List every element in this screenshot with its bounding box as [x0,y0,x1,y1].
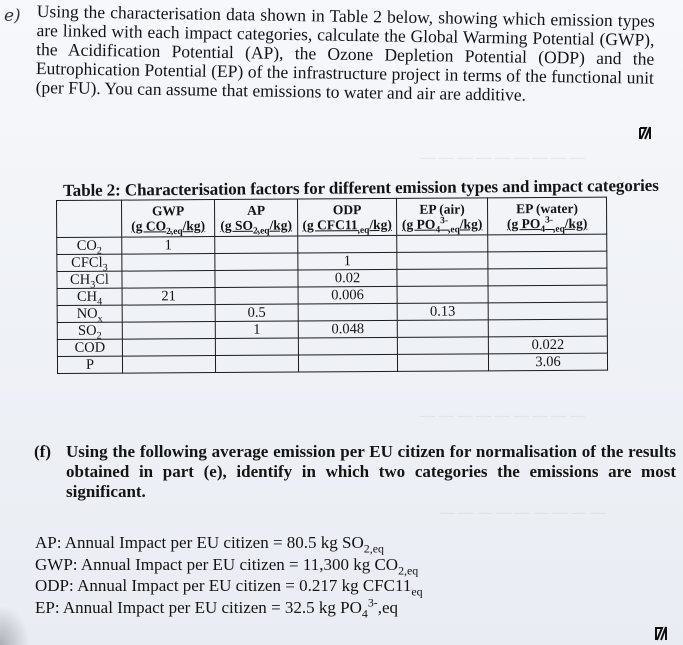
norm-category: AP [35,533,57,552]
cell-odp [298,337,397,355]
emission-co2: $CO_2$ [57,237,122,254]
norm-label: Annual Impact per EU citizen [62,597,267,617]
emission-cod: COD [57,339,122,356]
cell-ep-water: 3.06 [488,353,607,371]
table-header-row [57,197,607,237]
cell-ap [215,355,298,373]
norm-category: ODP [35,576,70,595]
header-ep-air-name: EP (air) [419,201,465,217]
norm-category: EP [35,597,55,617]
header-ap-unit: (g $SO_{2,eq}/kg$) [220,217,293,237]
page-shadow [0,605,30,645]
header-emission [57,200,122,237]
header-odp-unit: (g $CFC11_{,eq}/kg$) [302,216,392,236]
bleed-through-text: — — — — — — — — — [420,150,585,166]
cell-ep-air [397,235,488,253]
emission-nox: $NO_x$ [57,305,122,322]
cell-ap [215,270,298,288]
normalisation-odp: ODP: Annual Impact per EU citizen = 0.217 kg $CFC11_{eq}$ [35,576,423,599]
cell-ap [215,236,298,254]
question-e-marker: e) [4,6,21,26]
cell-gwp [122,271,215,289]
normalisation-ap: AP: Annual Impact per EU citizen = 80.5 kg $SO_{2,eq}$ [35,533,384,556]
header-ep-water-unit: (g $PO_4^{3-}_{,eq}/kg$) [506,215,588,235]
norm-value: 80.5 [286,533,317,552]
cell-odp: 0.006 [298,286,397,304]
cell-ep-air [397,320,488,338]
header-gwp-unit: (g $CO_{2,eq}/kg$) [131,218,206,238]
cell-gwp [122,254,215,272]
header-odp-name: ODP [332,202,362,218]
emission-cfcl3: CFCl$_3$ [57,254,122,271]
cell-odp [298,235,397,253]
cell-ep-water [488,251,607,269]
normalisation-ep: EP: Annual Impact per EU citizen = 32.5 kg $PO_4^{3-},eq$ [35,594,399,620]
cell-gwp: 1 [122,237,215,255]
cell-gwp [122,339,215,357]
bleed-through-text: — — — — — — — — — [440,505,605,521]
norm-label: Annual Impact per EU citizen [80,554,285,574]
question-f-text: Using the following average emission per EU citizen for normalisation of the results obtained in part (e), identify in which two categories the emissions are most significant. [66,442,676,501]
cell-ep-water [488,285,607,303]
emission-p: P [57,356,122,373]
norm-value: 11,300 [302,554,349,574]
cell-odp: 0.02 [298,269,397,287]
header-ep-air [396,198,487,236]
cell-ep-air [397,286,488,304]
cell-ap: 1 [215,321,298,339]
cell-odp [298,354,397,372]
header-gwp-name: GWP [151,203,185,219]
cell-ap: 0.5 [215,304,298,322]
cell-gwp [122,305,215,323]
norm-value: 32.5 [284,597,315,617]
cell-ap [215,253,298,271]
cell-ap [215,287,298,305]
normalisation-list [35,532,423,618]
cell-odp: 0.048 [298,320,397,338]
cell-ep-water [488,268,607,286]
cell-ep-water [488,302,607,320]
emission-ch3cl: $CH_3Cl$ [57,271,122,288]
emission-ch4: $CH_4$ [57,288,122,305]
cell-ep-air [397,269,488,287]
table-row [57,353,607,373]
handwritten-mark-icon [637,124,655,142]
norm-label: Annual Impact per EU citizen [77,576,281,595]
header-ep-air-unit: (g $PO_4^{3-}_{,eq}/kg$) [401,216,483,236]
header-ep-water [487,197,606,235]
cell-ep-air [397,354,488,372]
question-e-text: Using the characterisation data shown in Table 2 below, showing which emission types are linked with each impact categories, calculate the Global Warming Potential (GWP), the Acidification Potential (AP), the Ozone Depletion Potential (ODP) and the Eutrophication Potential (EP) of the infrastructure project in terms of the functional unit (per FU). You can assume that emissions to water and air are additive. [35,1,655,105]
cell-gwp: 21 [122,288,215,306]
norm-label: Annual Impact per EU citizen [64,533,269,552]
norm-value: 0.217 [299,576,338,595]
bleed-through-text: — — — — — — — — — [420,408,585,424]
header-gwp [122,200,215,238]
characterisation-table [56,197,608,374]
cell-ep-air [397,337,488,355]
cell-ep-water [488,234,607,252]
cell-ep-air [397,252,488,270]
handwritten-mark-icon [653,624,671,642]
cell-odp [298,303,397,321]
cell-gwp [122,356,215,374]
emission-so2: $SO_2$ [57,322,122,339]
normalisation-gwp: GWP: Annual Impact per EU citizen = 11,300 kg $CO_{2,eq}$ [35,554,419,577]
header-odp [297,198,396,236]
norm-category: GWP [35,554,73,574]
question-f-marker: (f) [34,442,51,461]
header-ep-water-name: EP (water) [516,200,579,217]
cell-ap [215,338,298,356]
cell-gwp [122,322,215,340]
header-ap-name: AP [247,202,266,218]
cell-ep-water: 0.022 [488,336,607,354]
table-caption: Table 2: Characterisation factors for different emission types and impact categories [63,175,659,200]
header-ap [215,199,298,237]
cell-ep-water [488,319,607,337]
cell-ep-air: 0.13 [397,303,488,321]
cell-odp: 1 [298,252,397,270]
